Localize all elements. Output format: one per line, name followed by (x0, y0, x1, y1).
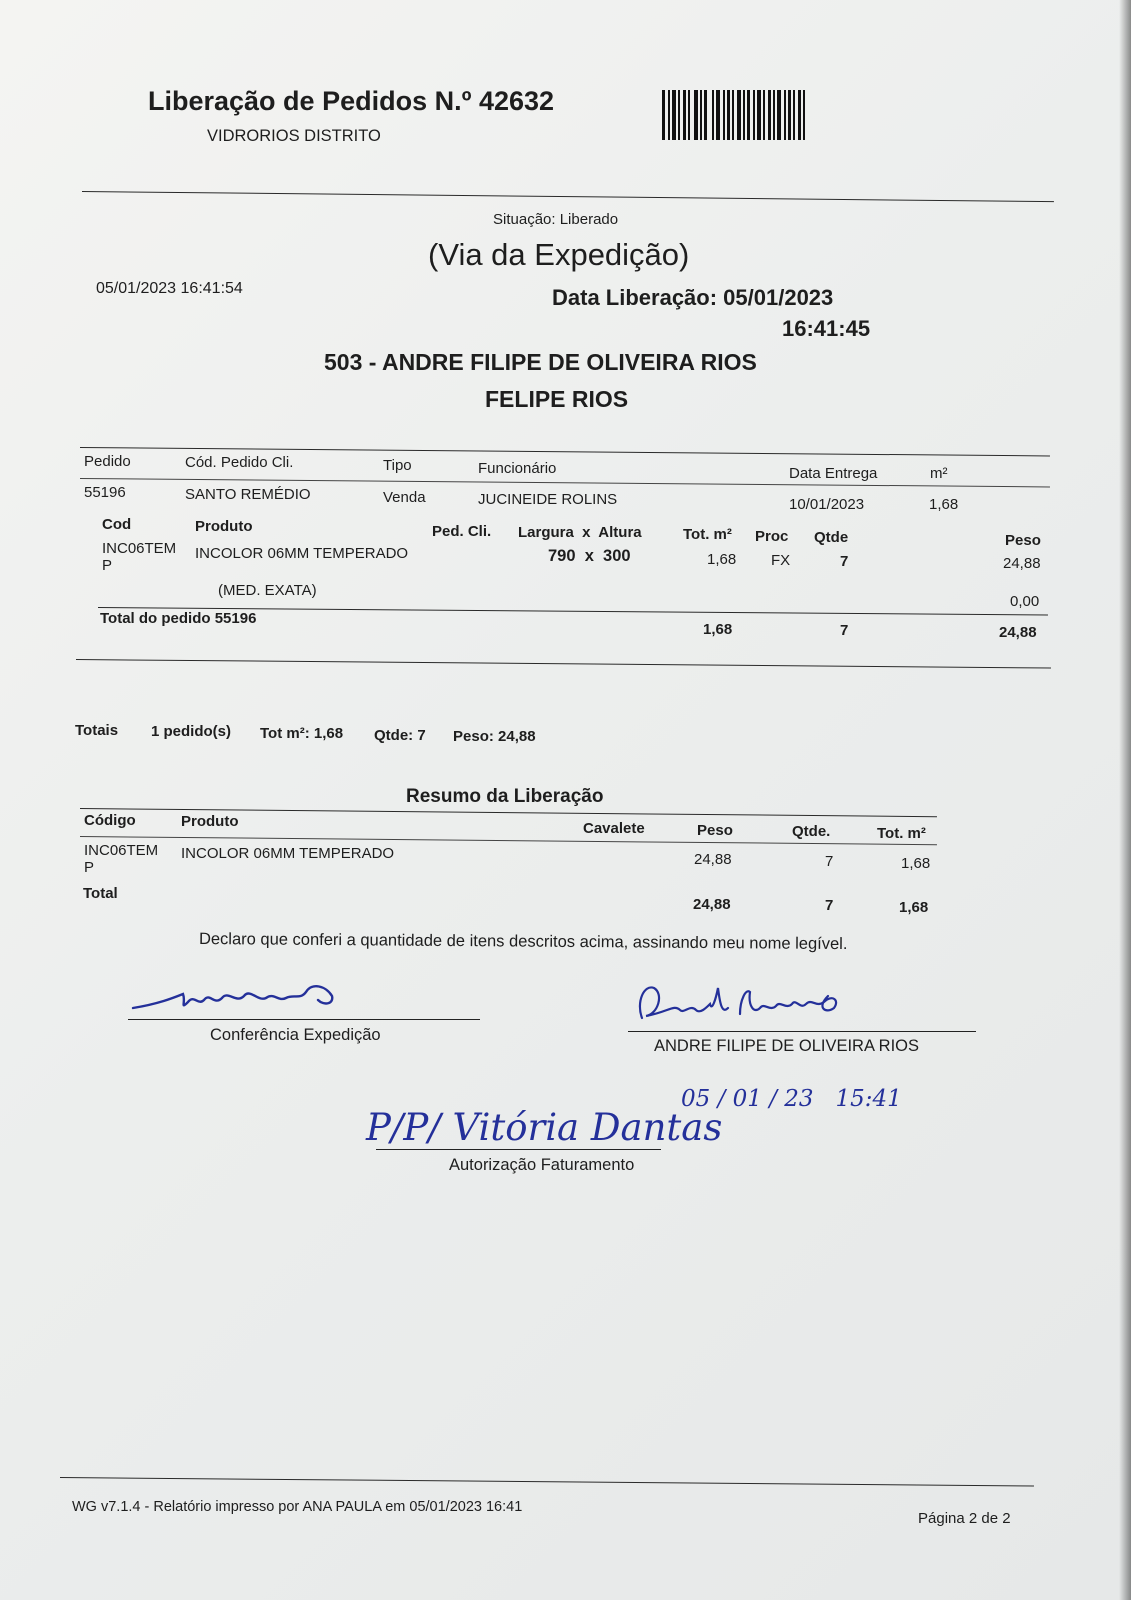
item-col-proc: Proc (755, 528, 789, 545)
page-number: Página 2 de 2 (918, 1510, 1011, 1527)
resumo-total-label: Total (83, 885, 118, 902)
autorizacao-label: Autorização Faturamento (449, 1156, 635, 1174)
totais-label: Totais (75, 722, 119, 739)
resumo-col-peso: Peso (697, 822, 733, 839)
barcode (662, 90, 832, 140)
client-signature-line (628, 1031, 976, 1032)
item-tot-m2: 1,68 (707, 551, 737, 568)
item-proc: FX (771, 552, 791, 569)
print-timestamp: 05/01/2023 16:41:54 (96, 280, 243, 297)
resumo-codigo-line2: P (84, 859, 95, 876)
item-produto: INCOLOR 06MM TEMPERADO (195, 545, 409, 562)
footer-printed-by: WG v7.1.4 - Relatório impresso por ANA PAULA em 05/01/2023 16:41 (72, 1499, 523, 1515)
conferencia-label: Conferência Expedição (210, 1026, 381, 1044)
order-cod-pedido-cli: SANTO REMÉDIO (185, 486, 311, 503)
item-note-peso: 0,00 (1010, 593, 1040, 610)
conferencia-signature-line (128, 1019, 480, 1020)
resumo-qtde: 7 (825, 853, 834, 870)
order-data-entrega: 10/01/2023 (789, 496, 865, 513)
client-signature-label: ANDRE FILIPE DE OLIVEIRA RIOS (654, 1037, 919, 1055)
resumo-col-produto: Produto (181, 813, 239, 830)
item-cod-line1: INC06TEM (102, 540, 177, 557)
col-tipo: Tipo (383, 457, 412, 474)
resumo-col-tot-m2: Tot. m² (877, 825, 926, 842)
item-col-produto: Produto (195, 518, 253, 535)
totais-pedidos: 1 pedido(s) (151, 723, 232, 740)
item-col-tot-m2: Tot. m² (683, 526, 732, 543)
col-funcionario: Funcionário (478, 460, 557, 477)
item-note: (MED. EXATA) (218, 582, 317, 599)
totais-tot-m2: Tot m²: 1,68 (260, 725, 344, 742)
resumo-codigo-line1: INC06TEM (84, 842, 159, 859)
order-total-qtde: 7 (840, 622, 849, 639)
resumo-total-peso: 24,88 (693, 896, 731, 913)
order-tipo: Venda (383, 489, 426, 506)
data-liberacao-time: 16:41:45 (782, 316, 871, 341)
document-title: Liberação de Pedidos N.º 42632 (148, 86, 555, 116)
resumo-col-codigo: Código (84, 812, 136, 829)
item-col-peso: Peso (1005, 532, 1041, 549)
order-pedido: 55196 (84, 484, 126, 501)
order-m2: 1,68 (929, 496, 959, 513)
item-cod-line2: P (102, 557, 113, 574)
autorizacao-signature-line (376, 1149, 661, 1150)
col-data-entrega: Data Entrega (789, 465, 878, 482)
client-short-name: FELIPE RIOS (485, 386, 629, 412)
via-label: (Via da Expedição) (428, 237, 690, 272)
item-peso: 24,88 (1003, 555, 1041, 572)
totais-peso: Peso: 24,88 (453, 728, 536, 745)
conferencia-signature-icon (128, 976, 348, 1016)
resumo-total-qtde: 7 (825, 897, 834, 914)
col-pedido: Pedido (84, 453, 131, 470)
declaration-text: Declaro que conferi a quantidade de itens descritos acima, assinando meu nome legível. (198, 930, 848, 954)
resumo-tot-m2: 1,68 (901, 855, 931, 872)
resumo-produto: INCOLOR 06MM TEMPERADO (181, 845, 395, 862)
footer-rule (60, 1477, 1034, 1486)
client-signature-icon (628, 978, 858, 1026)
item-col-largura-altura: Largura x Altura (518, 524, 642, 541)
order-total-peso: 24,88 (999, 624, 1037, 641)
autorizacao-handwritten: P/P/ Vitória Dantas (366, 1106, 723, 1149)
item-qtde: 7 (840, 553, 849, 570)
situacao-text: Situação: Liberado (493, 211, 619, 228)
company-name: VIDRORIOS DISTRITO (207, 127, 381, 145)
header-divider (82, 191, 1054, 202)
resumo-total-tot-m2: 1,68 (899, 899, 929, 916)
resumo-col-qtde: Qtde. (792, 823, 831, 840)
item-dimensions: 790 x 300 (548, 547, 631, 565)
handwritten-date: 05 / 01 / 23 15:41 (681, 1086, 902, 1112)
order-total-tot-m2: 1,68 (703, 621, 733, 638)
resumo-col-cavalete: Cavalete (583, 820, 645, 837)
col-m2: m² (930, 465, 948, 482)
col-cod-pedido-cli: Cód. Pedido Cli. (185, 454, 294, 471)
order-total-label: Total do pedido 55196 (100, 610, 257, 627)
data-liberacao: Data Liberação: 05/01/2023 (552, 285, 834, 310)
item-col-cod: Cod (102, 516, 132, 533)
item-col-ped-cli: Ped. Cli. (432, 523, 492, 540)
item-col-qtde: Qtde (814, 529, 849, 546)
client-name: 503 - ANDRE FILIPE DE OLIVEIRA RIOS (324, 349, 757, 375)
order-funcionario: JUCINEIDE ROLINS (478, 491, 618, 508)
resumo-title: Resumo da Liberação (406, 786, 604, 807)
resumo-peso: 24,88 (694, 851, 732, 868)
order-bottom-rule (76, 659, 1051, 669)
totais-qtde: Qtde: 7 (374, 727, 426, 744)
